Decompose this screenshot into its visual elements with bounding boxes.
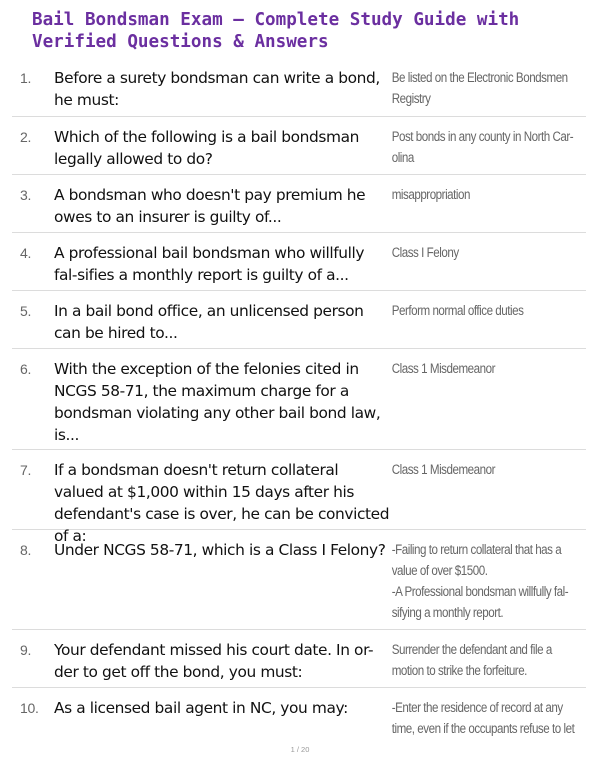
question-text: A bondsman who doesn't pay premium he owes to an insurer is guilty of... <box>54 186 366 226</box>
qa-row <box>12 630 586 688</box>
document-title: Bail Bondsman Exam — Complete Study Guide with Verified Questions & Answers <box>32 10 520 52</box>
qa-list <box>12 58 586 742</box>
question-text: A professional bail bondsman who willfully fal-sifies a monthly report is guilty of a... <box>54 244 365 284</box>
question-number: 10. <box>20 700 39 716</box>
question-number: 9. <box>20 642 32 658</box>
question-text: Under NCGS 58-71, which is a Class I Felony? <box>54 541 386 559</box>
qa-row <box>12 58 586 117</box>
question-text: If a bondsman doesn't return collateral valued at $1,000 within 15 days after his defendant's case is over, he can be convicted of a: <box>54 461 390 545</box>
answer-text: misappropriation <box>391 187 470 202</box>
qa-row <box>12 530 586 630</box>
question-number: 5. <box>20 303 32 319</box>
answer-text: Post bonds in any county in North Car-olina <box>391 129 574 165</box>
qa-row <box>12 233 586 291</box>
answer-text: Class I Felony <box>391 245 459 260</box>
question-text: With the exception of the felonies cited in NCGS 58-71, the maximum charge for a bondsman violating any other bail bond law, is... <box>54 360 381 444</box>
question-number: 6. <box>20 361 32 377</box>
question-text: In a bail bond office, an unlicensed person can be hired to... <box>54 302 364 342</box>
question-text: Before a surety bondsman can write a bond, he must: <box>54 69 380 109</box>
question-text: Which of the following is a bail bondsman legally allowed to do? <box>54 128 359 168</box>
answer-text: Class 1 Misdemeanor <box>391 361 496 376</box>
qa-row <box>12 291 586 349</box>
question-text: Your defendant missed his court date. In or-der to get off the bond, you must: <box>54 641 374 681</box>
qa-row <box>12 175 586 233</box>
answer-text: -Failing to return collateral that has a value of over $1500. -A Professional bondsman willfully fal-sifying a monthly report. <box>391 542 569 620</box>
question-number: 8. <box>20 542 32 558</box>
question-number: 4. <box>20 245 32 261</box>
answer-text: Surrender the defendant and file a motion to strike the forfeiture. <box>391 642 552 678</box>
qa-row <box>12 117 586 175</box>
page-indicator: 1 / 20 <box>290 745 310 754</box>
question-number: 3. <box>20 187 32 203</box>
question-number: 7. <box>20 462 32 478</box>
answer-text: Perform normal office duties <box>391 303 524 318</box>
qa-row <box>12 349 586 450</box>
answer-text: Be listed on the Electronic Bondsmen Registry <box>391 70 568 106</box>
question-number: 1. <box>20 70 32 86</box>
answer-text: -Enter the residence of record at any time, even if the occupants refuse to let <box>391 700 575 736</box>
question-text: As a licensed bail agent in NC, you may: <box>54 699 348 717</box>
answer-text: Class 1 Misdemeanor <box>391 462 496 477</box>
qa-row <box>12 450 586 545</box>
qa-row <box>12 688 586 742</box>
question-number: 2. <box>20 129 32 145</box>
